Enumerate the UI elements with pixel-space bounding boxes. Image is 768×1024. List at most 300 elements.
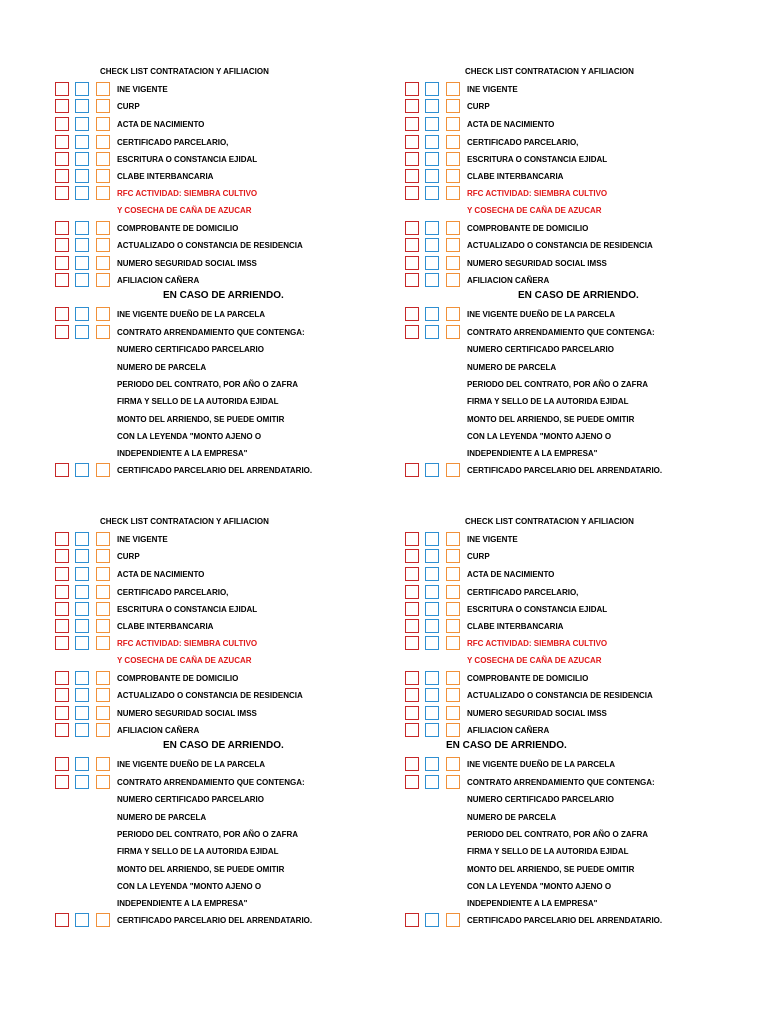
checklist-item	[0, 602, 384, 619]
checkbox-red[interactable]	[55, 307, 69, 321]
checkbox-orange[interactable]	[446, 532, 460, 546]
checklist-item	[350, 567, 734, 584]
checkbox-blue[interactable]	[425, 532, 439, 546]
checkbox-orange[interactable]	[96, 256, 110, 270]
checklist-item-label: AFILIACION CAÑERA	[467, 726, 550, 735]
checklist-item-label: CERTIFICADO PARCELARIO DEL ARRENDATARIO.	[117, 466, 313, 475]
checklist-item-label: CLABE INTERBANCARIA	[467, 622, 564, 631]
checkbox-orange[interactable]	[96, 117, 110, 131]
checkbox-red[interactable]	[55, 706, 69, 720]
checkbox-red[interactable]	[405, 913, 419, 927]
checkbox-red[interactable]	[405, 273, 419, 287]
checklist-item	[350, 82, 734, 99]
checklist-item-label: RFC ACTIVIDAD: SIEMBRA CULTIVO	[117, 189, 258, 198]
checkbox-orange[interactable]	[446, 913, 460, 927]
checklist-item-label: CERTIFICADO PARCELARIO,	[117, 138, 229, 147]
checklist-item-label: ACTUALIZADO O CONSTANCIA DE RESIDENCIA	[467, 241, 653, 250]
checklist-item-label: COMPROBANTE DE DOMICILIO	[467, 224, 589, 233]
lease-item	[350, 896, 734, 913]
checkbox-red[interactable]	[405, 221, 419, 235]
checklist-item	[0, 585, 384, 602]
checkbox-orange[interactable]	[446, 169, 460, 183]
checkbox-orange[interactable]	[446, 221, 460, 235]
checklist-item-label: CLABE INTERBANCARIA	[117, 622, 214, 631]
checkbox-red[interactable]	[55, 186, 69, 200]
checklist-item	[0, 273, 384, 290]
lease-item	[0, 792, 384, 809]
checklist-item-label: INE VIGENTE	[467, 85, 518, 94]
checklist-item-label: INE VIGENTE	[467, 535, 518, 544]
lease-final-item	[350, 913, 734, 930]
checkbox-orange[interactable]	[446, 238, 460, 252]
checklist-item-label: CON LA LEYENDA "MONTO AJENO O	[467, 882, 612, 891]
checklist-card	[0, 450, 384, 925]
checkbox-red[interactable]	[405, 307, 419, 321]
checkbox-orange[interactable]	[96, 99, 110, 113]
checkbox-orange[interactable]	[96, 567, 110, 581]
checklist-item-label: FIRMA Y SELLO DE LA AUTORIDA EJIDAL	[117, 847, 279, 856]
checklist-item	[350, 99, 734, 116]
checklist-item-label: MONTO DEL ARRIENDO, SE PUEDE OMITIR	[117, 865, 285, 874]
checkbox-blue[interactable]	[75, 221, 89, 235]
checkbox-red[interactable]	[55, 723, 69, 737]
checklist-item-label: INE VIGENTE	[117, 535, 168, 544]
checkbox-orange[interactable]	[446, 619, 460, 633]
checkbox-red[interactable]	[55, 757, 69, 771]
checkbox-red[interactable]	[405, 706, 419, 720]
checkbox-red[interactable]	[55, 152, 69, 166]
checkbox-blue[interactable]	[75, 325, 89, 339]
checkbox-orange[interactable]	[96, 757, 110, 771]
checklist-item	[350, 273, 734, 290]
checkbox-orange[interactable]	[96, 135, 110, 149]
checklist-item-label: CON LA LEYENDA "MONTO AJENO O	[117, 432, 262, 441]
checkbox-red[interactable]	[405, 186, 419, 200]
checkbox-red[interactable]	[405, 117, 419, 131]
checkbox-orange[interactable]	[96, 307, 110, 321]
checkbox-red[interactable]	[405, 256, 419, 270]
checklist-item-label: MONTO DEL ARRIENDO, SE PUEDE OMITIR	[467, 415, 635, 424]
checkbox-red[interactable]	[55, 913, 69, 927]
lease-item	[350, 827, 734, 844]
checkbox-blue[interactable]	[425, 567, 439, 581]
checklist-item	[350, 723, 734, 740]
checklist-title: CHECK LIST CONTRATACION Y AFILIACION	[100, 67, 269, 76]
checkbox-blue[interactable]	[425, 706, 439, 720]
checkbox-blue[interactable]	[425, 688, 439, 702]
checkbox-orange[interactable]	[96, 186, 110, 200]
checklist-item-label: NUMERO SEGURIDAD SOCIAL IMSS	[467, 709, 607, 718]
checklist-item-label: NUMERO CERTIFICADO PARCELARIO	[117, 345, 264, 354]
checklist-item-label: ACTUALIZADO O CONSTANCIA DE RESIDENCIA	[467, 691, 653, 700]
checkbox-orange[interactable]	[446, 567, 460, 581]
checkbox-red[interactable]	[55, 135, 69, 149]
checkbox-red[interactable]	[55, 325, 69, 339]
checkbox-blue[interactable]	[75, 186, 89, 200]
checklist-item	[0, 723, 384, 740]
checklist-item-label: ACTUALIZADO O CONSTANCIA DE RESIDENCIA	[117, 691, 303, 700]
lease-item	[0, 412, 384, 429]
checkbox-orange[interactable]	[96, 152, 110, 166]
checkbox-blue[interactable]	[425, 82, 439, 96]
checkbox-red[interactable]	[55, 238, 69, 252]
lease-item	[0, 307, 384, 324]
checkbox-blue[interactable]	[425, 135, 439, 149]
checklist-item-label: INDEPENDIENTE A LA EMPRESA"	[467, 899, 598, 908]
checklist-item-label: ACTA DE NACIMIENTO	[467, 120, 555, 129]
checkbox-red[interactable]	[405, 723, 419, 737]
checkbox-red[interactable]	[405, 238, 419, 252]
checklist-item-label: NUMERO SEGURIDAD SOCIAL IMSS	[117, 259, 257, 268]
checklist-item	[0, 653, 384, 670]
checklist-item-label: NUMERO DE PARCELA	[467, 813, 557, 822]
checkbox-red[interactable]	[55, 602, 69, 616]
checkbox-red[interactable]	[405, 169, 419, 183]
checkbox-blue[interactable]	[75, 567, 89, 581]
checkbox-orange[interactable]	[446, 671, 460, 685]
checkbox-orange[interactable]	[446, 186, 460, 200]
checklist-item-label: NUMERO DE PARCELA	[467, 363, 557, 372]
checkbox-orange[interactable]	[96, 602, 110, 616]
checklist-item	[350, 203, 734, 220]
checkbox-red[interactable]	[405, 532, 419, 546]
lease-item	[350, 377, 734, 394]
checkbox-blue[interactable]	[75, 671, 89, 685]
checkbox-red[interactable]	[55, 567, 69, 581]
checkbox-orange[interactable]	[96, 532, 110, 546]
checklist-item-label: AFILIACION CAÑERA	[117, 276, 200, 285]
checklist-item	[0, 706, 384, 723]
checklist-item	[350, 135, 734, 152]
checkbox-red[interactable]	[405, 757, 419, 771]
checkbox-red[interactable]	[405, 549, 419, 563]
checkbox-orange[interactable]	[446, 585, 460, 599]
checkbox-orange[interactable]	[96, 706, 110, 720]
lease-item	[0, 827, 384, 844]
checkbox-orange[interactable]	[446, 152, 460, 166]
checkbox-blue[interactable]	[75, 636, 89, 650]
checkbox-red[interactable]	[55, 221, 69, 235]
checklist-item	[350, 602, 734, 619]
checkbox-orange[interactable]	[446, 723, 460, 737]
checklist-item-label: Y COSECHA DE CAÑA DE AZUCAR	[467, 656, 602, 665]
lease-item	[350, 360, 734, 377]
checkbox-orange[interactable]	[446, 549, 460, 563]
checkbox-blue[interactable]	[425, 585, 439, 599]
checklist-item-label: RFC ACTIVIDAD: SIEMBRA CULTIVO	[467, 639, 608, 648]
checkbox-blue[interactable]	[75, 688, 89, 702]
checkbox-orange[interactable]	[446, 706, 460, 720]
checklist-item-label: PERIODO DEL CONTRATO, POR AÑO O ZAFRA	[117, 380, 299, 389]
checklist-item-label: ACTA DE NACIMIENTO	[117, 120, 205, 129]
checkbox-blue[interactable]	[425, 723, 439, 737]
checklist-item-label: CURP	[117, 552, 140, 561]
checkbox-blue[interactable]	[425, 671, 439, 685]
checkbox-blue[interactable]	[75, 775, 89, 789]
checkbox-blue[interactable]	[425, 602, 439, 616]
checkbox-orange[interactable]	[446, 82, 460, 96]
checklist-item	[0, 186, 384, 203]
section-heading-lease: EN CASO DE ARRIENDO.	[446, 740, 567, 751]
checkbox-red[interactable]	[55, 688, 69, 702]
checklist-item	[350, 585, 734, 602]
checklist-title: CHECK LIST CONTRATACION Y AFILIACION	[465, 517, 634, 526]
checklist-item-label: NUMERO DE PARCELA	[117, 813, 207, 822]
checklist-item	[350, 256, 734, 273]
checklist-item-label: RFC ACTIVIDAD: SIEMBRA CULTIVO	[117, 639, 258, 648]
checkbox-red[interactable]	[55, 775, 69, 789]
lease-item	[0, 394, 384, 411]
checklist-card	[0, 0, 384, 475]
checkbox-blue[interactable]	[75, 585, 89, 599]
checkbox-orange[interactable]	[96, 169, 110, 183]
checkbox-blue[interactable]	[425, 256, 439, 270]
checkbox-orange[interactable]	[96, 775, 110, 789]
lease-item	[350, 412, 734, 429]
checklist-item-label: ESCRITURA O CONSTANCIA EJIDAL	[117, 155, 258, 164]
checkbox-orange[interactable]	[96, 913, 110, 927]
checkbox-blue[interactable]	[75, 706, 89, 720]
checkbox-red[interactable]	[55, 169, 69, 183]
checkbox-blue[interactable]	[425, 619, 439, 633]
checkbox-red[interactable]	[55, 636, 69, 650]
checkbox-orange[interactable]	[446, 135, 460, 149]
section-heading-lease: EN CASO DE ARRIENDO.	[163, 740, 284, 751]
checkbox-red[interactable]	[55, 82, 69, 96]
checkbox-orange[interactable]	[96, 221, 110, 235]
checklist-item-label: Y COSECHA DE CAÑA DE AZUCAR	[117, 656, 252, 665]
checkbox-red[interactable]	[55, 99, 69, 113]
checkbox-orange[interactable]	[446, 636, 460, 650]
checklist-item-label: CERTIFICADO PARCELARIO DEL ARRENDATARIO.	[467, 916, 663, 925]
checkbox-orange[interactable]	[446, 273, 460, 287]
lease-item	[0, 360, 384, 377]
checkbox-blue[interactable]	[75, 238, 89, 252]
checkbox-orange[interactable]	[446, 757, 460, 771]
checklist-item	[0, 532, 384, 549]
checklist-item-label: NUMERO SEGURIDAD SOCIAL IMSS	[117, 709, 257, 718]
checkbox-red[interactable]	[55, 549, 69, 563]
checkbox-orange[interactable]	[96, 82, 110, 96]
checklist-item	[0, 203, 384, 220]
checklist-item	[0, 117, 384, 134]
checklist-item	[350, 238, 734, 255]
checkbox-orange[interactable]	[96, 585, 110, 599]
lease-item	[350, 342, 734, 359]
checkbox-orange[interactable]	[96, 549, 110, 563]
checkbox-orange[interactable]	[446, 307, 460, 321]
checklist-item-label: Y COSECHA DE CAÑA DE AZUCAR	[117, 206, 252, 215]
checklist-item	[350, 186, 734, 203]
checkbox-blue[interactable]	[425, 549, 439, 563]
checkbox-blue[interactable]	[75, 152, 89, 166]
checkbox-red[interactable]	[405, 671, 419, 685]
checkbox-blue[interactable]	[425, 757, 439, 771]
checklist-title: CHECK LIST CONTRATACION Y AFILIACION	[465, 67, 634, 76]
checklist-item-label: CERTIFICADO PARCELARIO DEL ARRENDATARIO.	[117, 916, 313, 925]
checklist-item-label: Y COSECHA DE CAÑA DE AZUCAR	[467, 206, 602, 215]
checklist-item-label: CONTRATO ARRENDAMIENTO QUE CONTENGA:	[467, 328, 655, 337]
checklist-item	[0, 221, 384, 238]
checkbox-blue[interactable]	[75, 135, 89, 149]
checkbox-blue[interactable]	[425, 636, 439, 650]
checkbox-orange[interactable]	[96, 325, 110, 339]
checkbox-blue[interactable]	[75, 117, 89, 131]
checkbox-red[interactable]	[55, 256, 69, 270]
checkbox-blue[interactable]	[75, 757, 89, 771]
checklist-item-label: MONTO DEL ARRIENDO, SE PUEDE OMITIR	[467, 865, 635, 874]
checkbox-blue[interactable]	[75, 99, 89, 113]
checkbox-blue[interactable]	[75, 532, 89, 546]
checklist-item-label: MONTO DEL ARRIENDO, SE PUEDE OMITIR	[117, 415, 285, 424]
checkbox-blue[interactable]	[425, 325, 439, 339]
checklist-item-label: INE VIGENTE DUEÑO DE LA PARCELA	[117, 310, 266, 319]
checklist-item	[0, 636, 384, 653]
lease-item	[0, 377, 384, 394]
checkbox-orange[interactable]	[446, 688, 460, 702]
checkbox-red[interactable]	[405, 135, 419, 149]
checkbox-red[interactable]	[405, 602, 419, 616]
checklist-item	[350, 532, 734, 549]
lease-item	[350, 757, 734, 774]
checklist-item-label: CERTIFICADO PARCELARIO,	[117, 588, 229, 597]
lease-item	[0, 757, 384, 774]
checklist-item	[350, 549, 734, 566]
checklist-item	[350, 169, 734, 186]
checkbox-red[interactable]	[405, 636, 419, 650]
checkbox-blue[interactable]	[425, 221, 439, 235]
checkbox-blue[interactable]	[425, 117, 439, 131]
checklist-item-label: CONTRATO ARRENDAMIENTO QUE CONTENGA:	[117, 328, 305, 337]
checkbox-orange[interactable]	[446, 775, 460, 789]
checkbox-blue[interactable]	[425, 169, 439, 183]
checkbox-blue[interactable]	[75, 723, 89, 737]
checkbox-red[interactable]	[405, 82, 419, 96]
lease-item	[350, 775, 734, 792]
checklist-item-label: INDEPENDIENTE A LA EMPRESA"	[467, 449, 598, 458]
checkbox-blue[interactable]	[75, 602, 89, 616]
checklist-item-label: CERTIFICADO PARCELARIO,	[467, 588, 579, 597]
checkbox-orange[interactable]	[96, 671, 110, 685]
checklist-item	[350, 619, 734, 636]
checkbox-orange[interactable]	[446, 256, 460, 270]
lease-item	[350, 307, 734, 324]
checkbox-blue[interactable]	[75, 549, 89, 563]
checkbox-orange[interactable]	[446, 325, 460, 339]
checklist-item-label: INDEPENDIENTE A LA EMPRESA"	[117, 449, 248, 458]
checkbox-red[interactable]	[405, 775, 419, 789]
checklist-item-label: INE VIGENTE DUEÑO DE LA PARCELA	[117, 760, 266, 769]
lease-item	[0, 325, 384, 342]
checkbox-orange[interactable]	[446, 99, 460, 113]
lease-item	[0, 862, 384, 879]
checkbox-red[interactable]	[55, 619, 69, 633]
checklist-item	[0, 549, 384, 566]
section-heading-lease: EN CASO DE ARRIENDO.	[518, 290, 639, 301]
checklist-item-label: CERTIFICADO PARCELARIO DEL ARRENDATARIO.	[467, 466, 663, 475]
checkbox-red[interactable]	[405, 619, 419, 633]
checklist-item	[350, 117, 734, 134]
checklist-item-label: NUMERO CERTIFICADO PARCELARIO	[117, 795, 264, 804]
checklist-item	[0, 688, 384, 705]
checklist-item	[350, 706, 734, 723]
checkbox-red[interactable]	[55, 117, 69, 131]
checkbox-blue[interactable]	[425, 152, 439, 166]
checkbox-red[interactable]	[55, 585, 69, 599]
checklist-item-label: ACTA DE NACIMIENTO	[117, 570, 205, 579]
checkbox-red[interactable]	[405, 99, 419, 113]
checkbox-orange[interactable]	[96, 619, 110, 633]
checklist-item-label: INDEPENDIENTE A LA EMPRESA"	[117, 899, 248, 908]
checkbox-red[interactable]	[55, 671, 69, 685]
checkbox-blue[interactable]	[425, 186, 439, 200]
checkbox-blue[interactable]	[425, 273, 439, 287]
checkbox-blue[interactable]	[425, 99, 439, 113]
section-heading-lease: EN CASO DE ARRIENDO.	[163, 290, 284, 301]
checkbox-blue[interactable]	[425, 307, 439, 321]
checklist-item-label: FIRMA Y SELLO DE LA AUTORIDA EJIDAL	[467, 397, 629, 406]
checkbox-blue[interactable]	[425, 238, 439, 252]
checkbox-orange[interactable]	[96, 238, 110, 252]
checklist-item-label: COMPROBANTE DE DOMICILIO	[467, 674, 589, 683]
lease-item	[350, 325, 734, 342]
checklist-item	[0, 567, 384, 584]
checklist-item-label: INE VIGENTE DUEÑO DE LA PARCELA	[467, 760, 616, 769]
checklist-item-label: RFC ACTIVIDAD: SIEMBRA CULTIVO	[467, 189, 608, 198]
checklist-item-label: CLABE INTERBANCARIA	[117, 172, 214, 181]
checkbox-red[interactable]	[55, 273, 69, 287]
lease-item	[0, 896, 384, 913]
lease-item	[0, 775, 384, 792]
checkbox-blue[interactable]	[75, 619, 89, 633]
checkbox-blue[interactable]	[75, 307, 89, 321]
lease-item	[350, 810, 734, 827]
checkbox-red[interactable]	[405, 585, 419, 599]
checklist-item-label: INE VIGENTE DUEÑO DE LA PARCELA	[467, 310, 616, 319]
checklist-item-label: PERIODO DEL CONTRATO, POR AÑO O ZAFRA	[467, 830, 649, 839]
checklist-item	[350, 221, 734, 238]
checkbox-orange[interactable]	[96, 688, 110, 702]
lease-item	[350, 792, 734, 809]
checkbox-red[interactable]	[405, 152, 419, 166]
checkbox-red[interactable]	[405, 325, 419, 339]
checklist-item-label: COMPROBANTE DE DOMICILIO	[117, 674, 239, 683]
checkbox-blue[interactable]	[75, 82, 89, 96]
checkbox-blue[interactable]	[75, 913, 89, 927]
checkbox-orange[interactable]	[96, 636, 110, 650]
checkbox-orange[interactable]	[96, 723, 110, 737]
checkbox-blue[interactable]	[75, 256, 89, 270]
checkbox-blue[interactable]	[425, 775, 439, 789]
lease-item	[0, 844, 384, 861]
checklist-item-label: CONTRATO ARRENDAMIENTO QUE CONTENGA:	[117, 778, 305, 787]
checkbox-blue[interactable]	[75, 273, 89, 287]
checklist-item-label: CLABE INTERBANCARIA	[467, 172, 564, 181]
checkbox-red[interactable]	[405, 688, 419, 702]
checkbox-blue[interactable]	[425, 913, 439, 927]
checkbox-orange[interactable]	[96, 273, 110, 287]
checklist-item-label: CERTIFICADO PARCELARIO,	[467, 138, 579, 147]
checklist-card	[350, 450, 734, 925]
checkbox-orange[interactable]	[446, 117, 460, 131]
checklist-item	[0, 256, 384, 273]
checkbox-red[interactable]	[405, 567, 419, 581]
checklist-item	[0, 238, 384, 255]
checkbox-blue[interactable]	[75, 169, 89, 183]
checkbox-orange[interactable]	[446, 602, 460, 616]
checkbox-red[interactable]	[55, 532, 69, 546]
checklist-item	[350, 688, 734, 705]
